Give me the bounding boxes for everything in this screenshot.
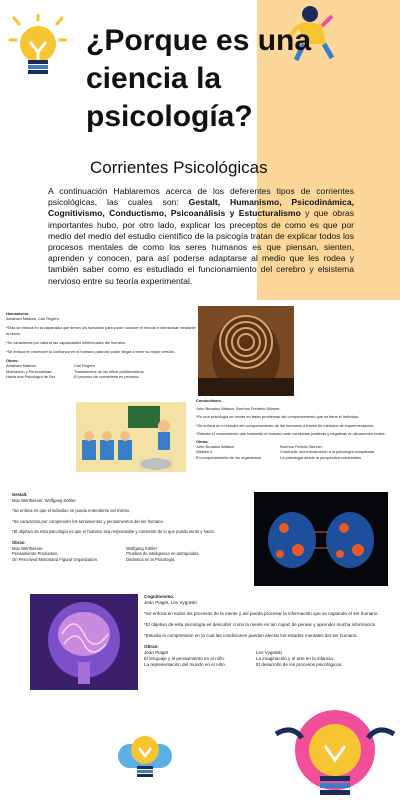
gestalt-line-2: *Se caracteriza por comprender los sentimientos y pensamientos del ser humano. <box>12 518 164 524</box>
brain-network-image <box>254 492 388 586</box>
conductismo-obra-right-2: Conducta: una introducción a la psicología comparada. <box>280 449 376 455</box>
cognitivismo-line-2: *El objetivo de esta psicología es descubrir como la mente es tan capaz de pensar y aprender mucha información. <box>144 622 377 627</box>
maze-head-image <box>198 306 294 396</box>
page-subtitle: Corrientes Psicológicas <box>90 158 268 177</box>
page-title: ¿Porque es una ciencia la psicología? <box>86 24 312 133</box>
lightbulb-icon <box>8 14 68 76</box>
classroom-image <box>76 402 186 472</box>
gestalt-obras-label: Obras: <box>12 539 26 545</box>
conductismo-line-2: *Estudia el conocimiento que transmite el humano ante conductas positivas y negativas en situaciones reales. <box>196 430 386 436</box>
gestalt-section <box>12 492 252 562</box>
conductismo-section <box>196 398 396 460</box>
conductismo-obra-right-3: La psicología desde la perspectiva conductista. <box>280 454 362 460</box>
conductismo-authors: John Broadus Watson, Burrhus Frederic Skinner. <box>196 406 281 412</box>
humanismo-section <box>6 311 196 379</box>
humanismo-obra-left-3: Hacia una Psicología de Ser. <box>6 373 56 379</box>
conductismo-line-1: *Se enfoca en el estudio del comportamiento de los humanos a través de métodos de experimentación. <box>196 422 375 428</box>
lightbulb-icon <box>272 704 398 800</box>
cognitivismo-obra-left-1: Jean Piaget <box>144 650 169 655</box>
humanismo-line-2: *Se caracteriza por valorar las capacidades intelectuales del humano. <box>6 339 127 345</box>
humanismo-authors: Abraham Maslow, Carl Rogers. <box>6 316 60 322</box>
cognitivismo-obras-label: Obras: <box>144 644 159 649</box>
humanismo-obra-right-1: Carl Rogers <box>73 363 95 369</box>
gestalt-obra-left-1: Max Wertheimer. <box>12 545 44 551</box>
humanismo-obra-right-3: El proceso de convertirse en persona. <box>73 373 140 379</box>
gestalt-obra-right-1: Wolfgang Köhler <box>126 545 158 551</box>
conductismo-obra-left-2: Walden II. <box>196 449 214 455</box>
gestalt-heading: Gestalt. <box>12 492 28 497</box>
gestalt-obra-left-2: Pensamiento Productivo. <box>12 551 59 557</box>
intro-paragraph: A continuación Hablaremos acerca de los deferentes tipos de corrientes psicológicas, las cuales son: Gestalt, Humanismo, Psicodinámica, Cognitivismo, Conductismo, Psicoanálisis y Estucturalismo y que obras importantes hubo, por otro lado, explicar los preceptos de como es que por medio del medio del estudio científico de la psicogía tratan de explicar todos los procesos mentales de como los seres humanos es que piensan, sienten, aprenden y conocen, para así poderse adaptarse al medio que les rodea y también saber como es estudiado el funcionamiento del cerebro y elsistema nervioso entre su teoría experimental. <box>48 186 355 286</box>
cognitivismo-obra-right-2: La imaginación y el arte en la infancia. <box>256 656 335 661</box>
humanismo-obra-left-2: Motivación y Personalidad. <box>6 368 53 374</box>
cognitivismo-authors: Jean Piaget, Lev Vygotski <box>144 600 197 605</box>
conductismo-obra-right-1: Burrhus Federic Skinner <box>280 444 323 450</box>
conductismo-obra-left-1: John Broadus Watson <box>196 444 235 450</box>
humanismo-obras-label: Obras: <box>6 358 19 364</box>
cognitivismo-heading: Cognitivismo. <box>144 594 175 599</box>
cognitivismo-line-3: *Estudia la comprensión en la cual las condiciones puedan afectar los estados mentales del ser humano. <box>144 633 358 638</box>
cognitivismo-obra-left-2: El lenguaje y el pensamiento en el niño. <box>144 656 226 661</box>
cognitivismo-obra-right-3: El desarrollo de los procesos psicológicos. <box>256 662 343 667</box>
cognitivismo-line-1: *Se enfoca en todos los procesos de la mente y así pueda procesar la información que va captando el ser humano. <box>144 611 379 616</box>
conductismo-obra-left-3: El comportamiento de los organismos. <box>196 454 263 460</box>
gestalt-obra-right-2: Pruebas de inteligencia en antropoides. <box>126 551 200 557</box>
cognitivismo-section <box>144 594 394 668</box>
humanismo-obra-right-2: Tratamientos de los niños problemáticos. <box>73 368 145 374</box>
gestalt-line-3: *El objetivo de esta psicología es que el humano sea responsable y consiente de lo que pueda sentir y hacer. <box>12 529 215 535</box>
gestalt-obra-right-3: Dinámica en la Psicología. <box>126 556 176 562</box>
conductismo-obras-label: Obras: <box>196 439 209 445</box>
humanismo-heading: Humanismo. <box>6 311 30 316</box>
gestalt-obra-left-3: On Perceived Motionand Figural Organization. <box>12 556 99 562</box>
gestalt-authors: Max Wertheimer, Wolfgang Köhler. <box>12 497 77 503</box>
conductismo-heading: Conductismo. <box>196 398 222 403</box>
gestalt-line-1: *Se enfoca en que el individuo se pueda entenderse así mismo. <box>12 508 131 514</box>
humanismo-line-1: *Esta se enfoca en la capacidad que tienen los humanos para poder conocer el mundo e interactuar mediante la razón. <box>6 325 196 336</box>
cognitivismo-obra-right-1: Lev Vygotski <box>256 650 282 655</box>
humanismo-line-3: *Se enfoca en promover la confianza en el humano para así poder llegar a tener su mejor versión. <box>6 349 176 355</box>
conductismo-extra: *Es una psicología se centra en tratar problemas del comportamiento que se tiene el individuo. <box>196 414 360 420</box>
cognitivismo-obra-left-3: La representación del mundo en el niño. <box>144 662 226 667</box>
brain-xray-image <box>30 594 138 690</box>
humanismo-obra-left-1: Abraham Maslow <box>6 363 37 369</box>
lightbulb-icon <box>118 728 172 782</box>
